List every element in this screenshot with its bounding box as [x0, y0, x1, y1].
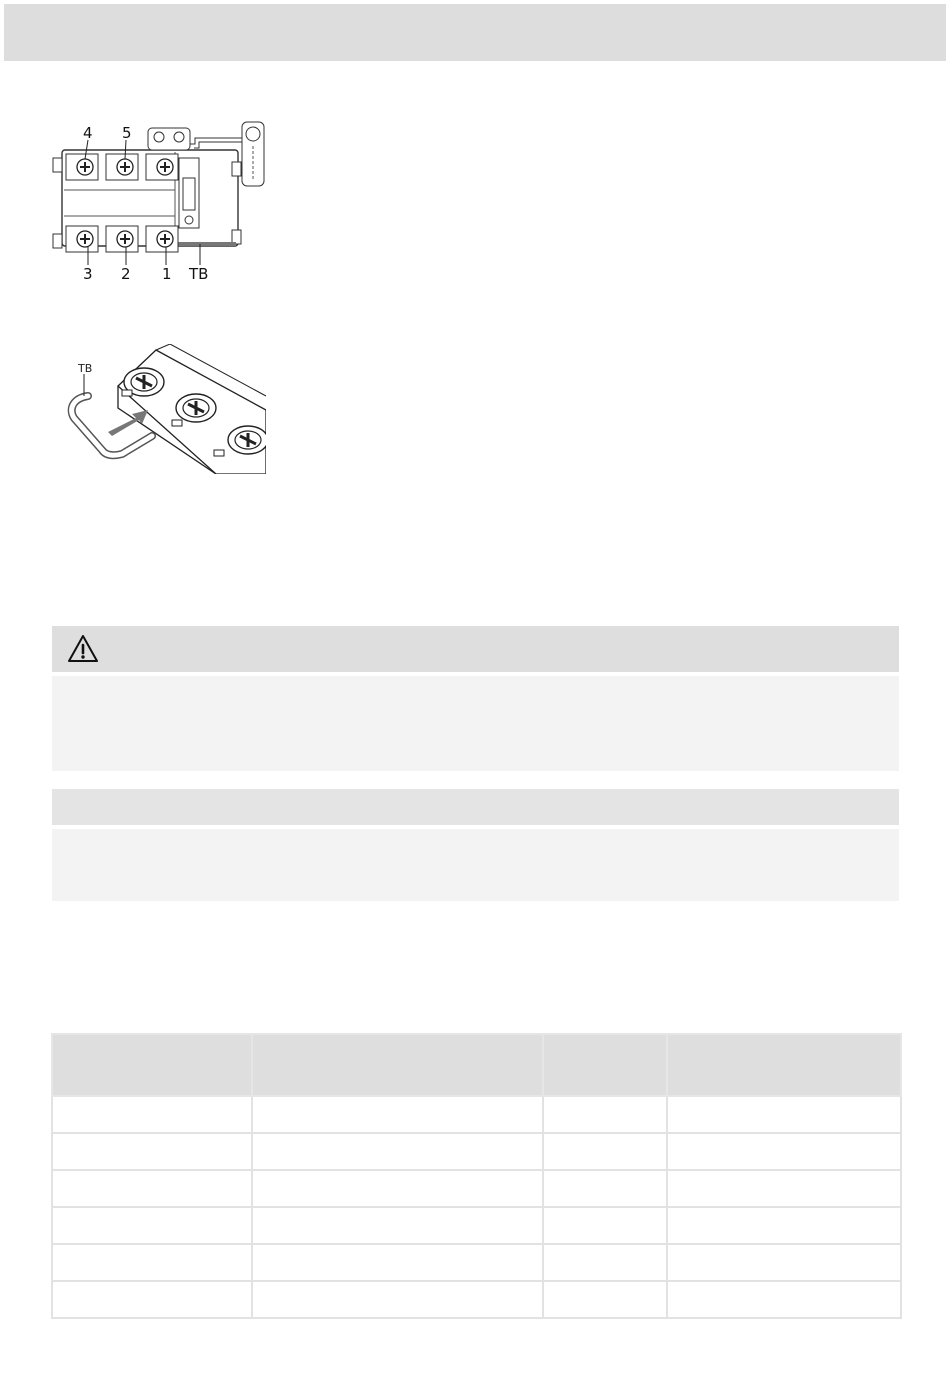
- table-cell: [543, 1170, 667, 1207]
- table-cell: [52, 1133, 252, 1170]
- terminal-label-4: 4: [83, 124, 93, 142]
- table-cell: [543, 1133, 667, 1170]
- terminal-label-tb: TB: [189, 265, 209, 283]
- table-cell: [543, 1281, 667, 1318]
- table-cell: [52, 1281, 252, 1318]
- table-row: [52, 1170, 901, 1207]
- table-cell: [667, 1281, 901, 1318]
- table-row: [52, 1133, 901, 1170]
- warning-body: [52, 676, 899, 771]
- table-cell: [252, 1133, 543, 1170]
- table-cell: [252, 1096, 543, 1133]
- table-header-cell: [252, 1034, 543, 1096]
- table-cell: [667, 1170, 901, 1207]
- table-cell: [52, 1170, 252, 1207]
- table-cell: [252, 1281, 543, 1318]
- terminal-label-1: 1: [162, 265, 172, 283]
- note-body: [52, 829, 899, 901]
- table-header-cell: [667, 1034, 901, 1096]
- jumper-label-tb: TB: [78, 362, 93, 375]
- table-cell: [667, 1244, 901, 1281]
- table-header-row: [52, 1034, 901, 1096]
- spec-table: [51, 1033, 902, 1319]
- warning-triangle-icon: [66, 632, 100, 666]
- table-cell: [543, 1244, 667, 1281]
- table-cell: [667, 1133, 901, 1170]
- page-header-bar: [4, 4, 946, 61]
- table-cell: [52, 1244, 252, 1281]
- table-cell: [543, 1096, 667, 1133]
- table-row: [52, 1281, 901, 1318]
- table-cell: [667, 1096, 901, 1133]
- table-cell: [52, 1096, 252, 1133]
- terminal-block-figure: [50, 118, 272, 284]
- table-cell: [543, 1207, 667, 1244]
- note-header: [52, 789, 899, 825]
- terminal-label-5: 5: [122, 124, 132, 142]
- table-cell: [667, 1207, 901, 1244]
- terminal-label-2: 2: [121, 265, 131, 283]
- table-header-cell: [52, 1034, 252, 1096]
- table-header-cell: [543, 1034, 667, 1096]
- table-row: [52, 1207, 901, 1244]
- table-cell: [252, 1244, 543, 1281]
- jumper-insertion-figure: [66, 344, 266, 474]
- table-cell: [52, 1207, 252, 1244]
- table-cell: [252, 1170, 543, 1207]
- table-row: [52, 1244, 901, 1281]
- table-row: [52, 1096, 901, 1133]
- table-cell: [252, 1207, 543, 1244]
- warning-header: [52, 626, 899, 672]
- terminal-label-3: 3: [83, 265, 93, 283]
